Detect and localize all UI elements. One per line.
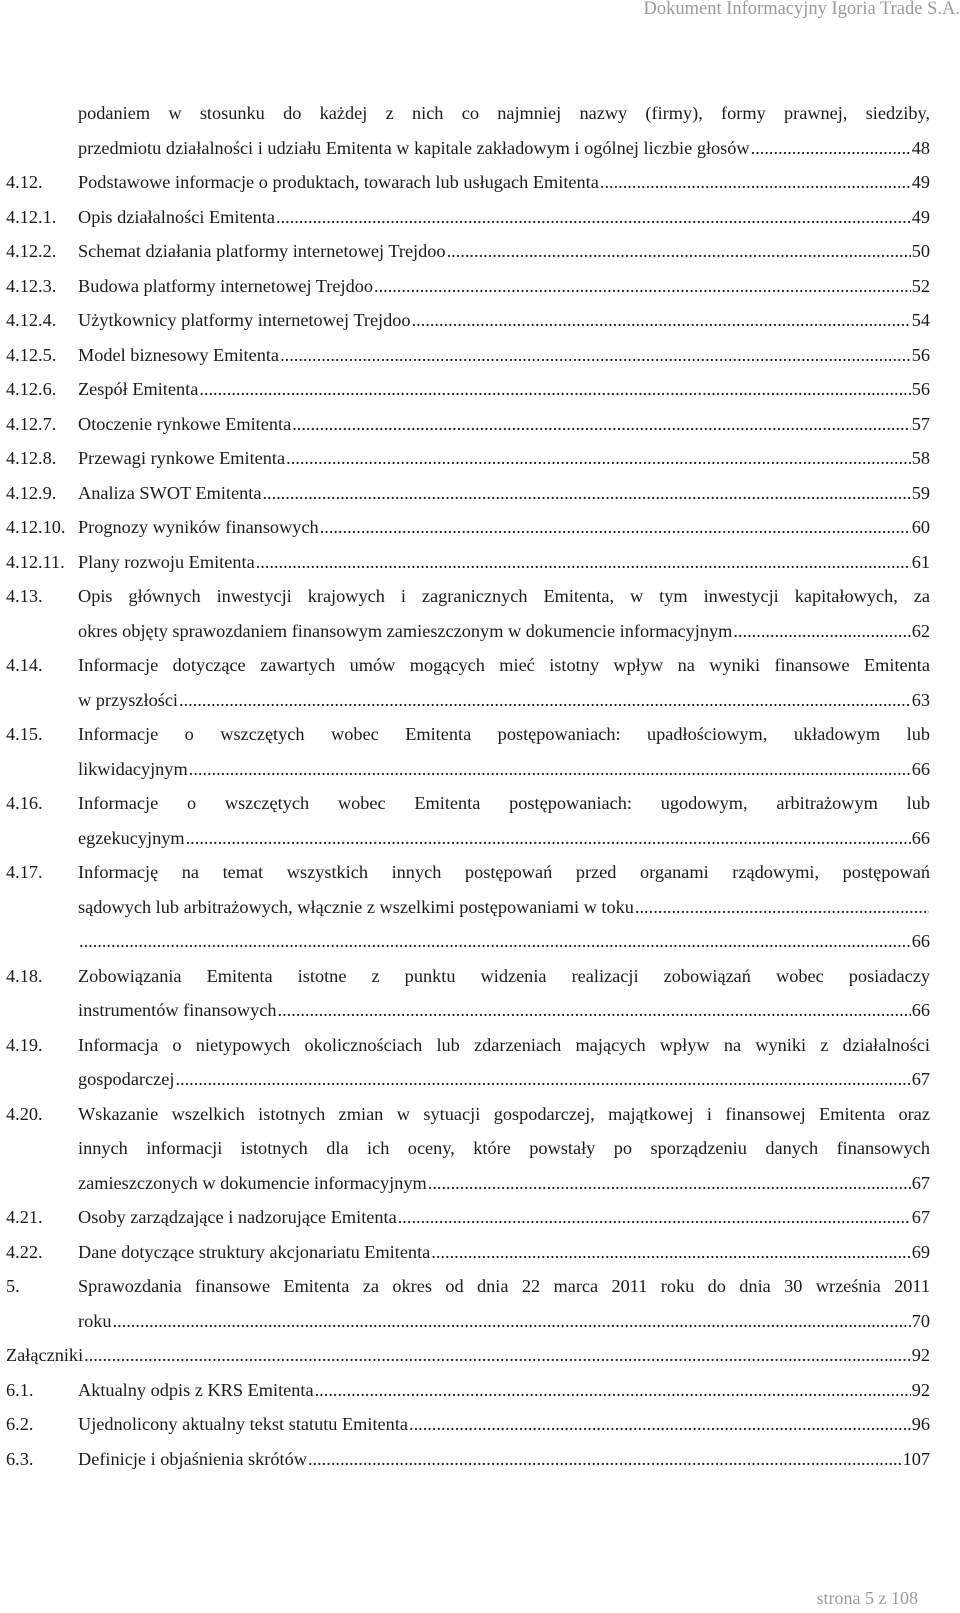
toc-entry-number: 4.21. [6, 1207, 43, 1227]
toc-dot-leader [374, 269, 911, 304]
toc-entry[interactable] [6, 855, 930, 959]
toc-dot-leader [428, 1166, 911, 1201]
toc-entry-number: 4.19. [6, 1034, 43, 1055]
toc-page-number: 58 [911, 448, 930, 468]
toc-dot-leader [431, 1235, 910, 1270]
toc-page-number: 63 [911, 689, 930, 710]
toc-entry-title: Prognozy wyników finansowych [78, 517, 319, 537]
toc-entry[interactable] [6, 1028, 930, 1097]
toc-page-number: 56 [911, 379, 930, 399]
toc-entry-title: Otoczenie rynkowe Emitenta [78, 413, 292, 434]
toc-entry-number: 4.12.9. [6, 482, 57, 503]
toc-entry-body [78, 372, 930, 407]
toc-entry-title: Analiza SWOT Emitenta [78, 482, 262, 503]
toc-entry[interactable] [6, 510, 930, 545]
toc-entry-body [78, 717, 930, 786]
toc-entry[interactable] [6, 234, 930, 269]
toc-entry-number: 4.12.3. [6, 275, 57, 296]
toc-dot-leader [84, 1338, 911, 1373]
toc-dot-leader [276, 200, 911, 235]
toc-page-number: 66 [911, 827, 930, 848]
toc-page-number: 61 [911, 551, 930, 572]
toc-entry-title: w przyszłości [78, 689, 179, 710]
toc-entry-number: 6.2. [6, 1414, 34, 1434]
toc-entry[interactable] [6, 1407, 930, 1442]
toc-entry-body [78, 165, 930, 200]
toc-entry-number: 4.17. [6, 862, 43, 882]
toc-entry[interactable] [6, 476, 930, 511]
toc-entry-body [78, 269, 930, 304]
toc-entry-body [78, 407, 930, 442]
toc-entry-body [78, 1097, 930, 1201]
toc-entry-number: 4.18. [6, 965, 43, 986]
toc-entry-number: 4.12. [6, 172, 43, 192]
toc-entry-title-line: Informacje dotyczące zawartych umów mogących mieć istotny wpływ na wyniki finansowe Emitenta [78, 655, 930, 675]
toc-page-number: 62 [911, 620, 930, 641]
toc-dot-leader [79, 924, 911, 959]
toc-entry-number: 6.1. [6, 1379, 34, 1400]
toc-entry-title: przedmiotu działalności i udziału Emitenta w kapitale zakładowym i ogólnej liczbie głosów [78, 137, 750, 158]
toc-entry-body [78, 855, 930, 959]
toc-entry-body [78, 476, 930, 511]
toc-dot-leader [751, 131, 911, 166]
toc-entry-body [78, 1269, 930, 1338]
toc-entry-title: Dane dotyczące struktury akcjonariatu Emitenta [78, 1241, 431, 1262]
toc-entry-title-line: Informacja o nietypowych okolicznościach lub zdarzeniach mających wpływ na wyniki z działalności [78, 1034, 930, 1055]
toc-entry[interactable] [6, 1200, 930, 1235]
toc-entry[interactable] [6, 648, 930, 717]
toc-entry-title: zamieszczonych w dokumencie informacyjnym [78, 1172, 427, 1193]
toc-entry-title-line: Sprawozdania finansowe Emitenta za okres od dnia 22 marca 2011 roku do dnia 30 września 2011 [78, 1276, 930, 1296]
toc-entry-body [78, 96, 930, 165]
toc-entry-body [78, 648, 930, 717]
toc-entry-number: 4.13. [6, 586, 43, 606]
toc-entry-title-line: Informację na temat wszystkich innych postępowań przed organami rządowymi, postępowań [78, 862, 930, 882]
page-number-footer: strona 5 z 108 [816, 1588, 918, 1608]
toc-entry-title: Zespół Emitenta [78, 379, 199, 399]
toc-dot-leader [412, 303, 911, 338]
toc-dot-leader [189, 752, 911, 787]
toc-page-number: 48 [911, 137, 930, 158]
toc-page-number: 50 [911, 241, 930, 261]
toc-entry[interactable] [6, 407, 930, 442]
toc-page-number: 56 [911, 344, 930, 365]
toc-entry[interactable] [6, 372, 930, 407]
toc-entry-number: 4.20. [6, 1103, 43, 1124]
toc-entry-title: Model biznesowy Emitenta [78, 344, 280, 365]
toc-entry-title: Ujednolicony aktualny tekst statutu Emitenta [78, 1414, 409, 1434]
toc-entry-number: 4.12.10. [6, 517, 66, 537]
toc-dot-leader [175, 1062, 910, 1097]
toc-entry-number: 4.22. [6, 1241, 43, 1262]
toc-entry-body [78, 303, 930, 338]
toc-page-number: 66 [911, 931, 930, 951]
toc-entry-title-line: sądowych lub arbitrażowych, włącznie z wszelkimi postępowaniami w toku [78, 896, 634, 917]
toc-entry-number: 4.12.2. [6, 241, 57, 261]
toc-dot-leader [447, 234, 911, 269]
toc-dot-leader [315, 1373, 911, 1408]
toc-page-number: 69 [911, 1241, 930, 1262]
toc-page-number: 67 [911, 1172, 930, 1193]
toc-entry[interactable] [6, 269, 930, 304]
toc-entry-body [78, 545, 930, 580]
toc-page-number: 52 [911, 275, 930, 296]
toc-entry-body [78, 1200, 930, 1235]
document-header: Dokument Informacyjny Igoria Trade S.A. [643, 0, 960, 19]
toc-entry-title: Aktualny odpis z KRS Emitenta [78, 1379, 314, 1400]
toc-page-number: 57 [911, 413, 930, 434]
toc-page-number: 107 [902, 1448, 930, 1469]
toc-entry[interactable] [6, 959, 930, 1028]
toc-entry-number: 4.12.5. [6, 344, 57, 365]
toc-entry-number: 4.15. [6, 724, 43, 744]
table-of-contents [6, 96, 930, 1476]
toc-entry-number: 4.12.8. [6, 448, 57, 468]
toc-page-number: 96 [911, 1414, 930, 1434]
toc-entry[interactable] [6, 1442, 930, 1477]
toc-entry-title: Budowa platformy internetowej Trejdoo [78, 275, 373, 296]
toc-entry-title: Plany rozwoju Emitenta [78, 551, 255, 572]
toc-entry[interactable] [6, 579, 930, 648]
toc-entry-title-line: Opis głównych inwestycji krajowych i zagranicznych Emitenta, w tym inwestycji kapitałowych, za [78, 586, 930, 606]
toc-entry-title: likwidacyjnym [78, 758, 188, 779]
toc-entry[interactable] [6, 200, 930, 235]
toc-entry-number: 4.12.6. [6, 379, 57, 399]
toc-entry-title: egzekucyjnym [78, 827, 185, 848]
toc-entry[interactable] [6, 1373, 930, 1408]
toc-entry-body [78, 1407, 930, 1442]
toc-entry-number: 4.12.1. [6, 206, 57, 227]
toc-dot-leader [409, 1407, 911, 1442]
toc-entry[interactable] [6, 1097, 930, 1201]
toc-entry-title: instrumentów finansowych [78, 1000, 277, 1020]
toc-entry-title: Osoby zarządzające i nadzorujące Emitenta [78, 1207, 397, 1227]
toc-entry-body [78, 1442, 930, 1477]
toc-entry-title: Schemat działania platformy internetowej Trejdoo [78, 241, 446, 261]
toc-entry-title: Opis działalności Emitenta [78, 206, 275, 227]
toc-page-number: 66 [911, 758, 930, 779]
toc-entry[interactable] [6, 303, 930, 338]
toc-entry-title: gospodarczej [78, 1069, 175, 1089]
toc-entry-body [78, 1235, 930, 1270]
toc-dot-leader [278, 993, 911, 1028]
toc-entry[interactable] [6, 96, 930, 165]
toc-entry[interactable] [6, 1235, 930, 1270]
toc-entry-body [78, 441, 930, 476]
toc-entry[interactable] [6, 717, 930, 786]
toc-dot-leader [280, 338, 911, 373]
toc-page-number: 67 [911, 1207, 930, 1227]
toc-entry-body [78, 200, 930, 235]
toc-entry-title-line: innych informacji istotnych dla ich oceny, które powstały po sporządzeniu danych finansowych [78, 1138, 930, 1158]
toc-dot-leader [635, 890, 929, 925]
toc-entry-title-line: podaniem w stosunku do każdej z nich co najmniej nazwy (firmy), formy prawnej, siedziby, [78, 103, 930, 123]
toc-page-number: 49 [911, 206, 930, 227]
toc-entry-number: 4.14. [6, 655, 43, 675]
toc-entry-number: 6.3. [6, 1448, 34, 1469]
toc-entry-number: 4.12.7. [6, 413, 57, 434]
toc-dot-leader [308, 1442, 902, 1477]
toc-dot-leader [320, 510, 911, 545]
toc-page-number: 67 [911, 1069, 930, 1089]
toc-entry[interactable] [6, 338, 930, 373]
toc-entry-number: 4.16. [6, 793, 43, 813]
toc-dot-leader [292, 407, 911, 442]
toc-entry-title-line: Informacje o wszczętych wobec Emitenta postępowaniach: ugodowym, arbitrażowym lub [78, 793, 930, 813]
toc-entry-body [78, 1028, 930, 1097]
toc-entry[interactable] [6, 545, 930, 580]
toc-dot-leader [256, 545, 911, 580]
toc-entry-title: okres objęty sprawozdaniem finansowym zamieszczonym w dokumencie informacyjnym [78, 620, 733, 641]
toc-entry-body [78, 959, 930, 1028]
toc-entry-title-line: Zobowiązania Emitenta istotne z punktu widzenia realizacji zobowiązań wobec posiadaczy [78, 965, 930, 986]
toc-page-number: 92 [911, 1379, 930, 1400]
toc-entry-body [78, 1373, 930, 1408]
toc-entry[interactable] [6, 786, 930, 855]
toc-entry-title-line: Wskazanie wszelkich istotnych zmian w sytuacji gospodarczej, majątkowej i finansowej Emitenta oraz [78, 1103, 930, 1124]
toc-entry-title: Załączniki [6, 1345, 84, 1365]
toc-dot-leader [600, 165, 911, 200]
toc-dot-leader [113, 1304, 911, 1339]
toc-entry-title: Przewagi rynkowe Emitenta [78, 448, 286, 468]
toc-entry-number: 5. [6, 1276, 20, 1296]
toc-entry-title-line: Informacje o wszczętych wobec Emitenta postępowaniach: upadłościowym, układowym lub [78, 724, 930, 744]
toc-entry-body [78, 510, 930, 545]
toc-dot-leader [186, 821, 911, 856]
toc-dot-leader [179, 683, 911, 718]
toc-dot-leader [286, 441, 911, 476]
toc-page-number: 49 [911, 172, 930, 192]
toc-page-number: 70 [911, 1310, 930, 1331]
toc-page-number: 60 [911, 517, 930, 537]
toc-dot-leader [199, 372, 910, 407]
toc-entry-body [78, 579, 930, 648]
toc-page-number: 54 [911, 310, 930, 330]
toc-entry-title: roku [78, 1310, 112, 1331]
toc-entry-body [78, 338, 930, 373]
toc-dot-leader [398, 1200, 911, 1235]
toc-entry-number: 4.12.4. [6, 310, 57, 330]
toc-entry-body [78, 786, 930, 855]
toc-entry-body [6, 1338, 930, 1373]
toc-page-number: 59 [911, 482, 930, 503]
toc-dot-leader [733, 614, 910, 649]
toc-entry-number: 4.12.11. [6, 551, 65, 572]
toc-page-number: 66 [911, 1000, 930, 1020]
toc-entry-title: Podstawowe informacje o produktach, towarach lub usługach Emitenta [78, 172, 599, 192]
toc-page-number: 92 [911, 1345, 930, 1365]
toc-entry[interactable] [6, 441, 930, 476]
toc-dot-leader [262, 476, 910, 511]
toc-entry[interactable] [6, 1269, 930, 1338]
toc-entry-body [78, 234, 930, 269]
toc-entry[interactable] [6, 1338, 930, 1373]
toc-entry-title: Definicje i objaśnienia skrótów [78, 1448, 307, 1469]
toc-entry-title: Użytkownicy platformy internetowej Trejdoo [78, 310, 411, 330]
toc-entry[interactable] [6, 165, 930, 200]
